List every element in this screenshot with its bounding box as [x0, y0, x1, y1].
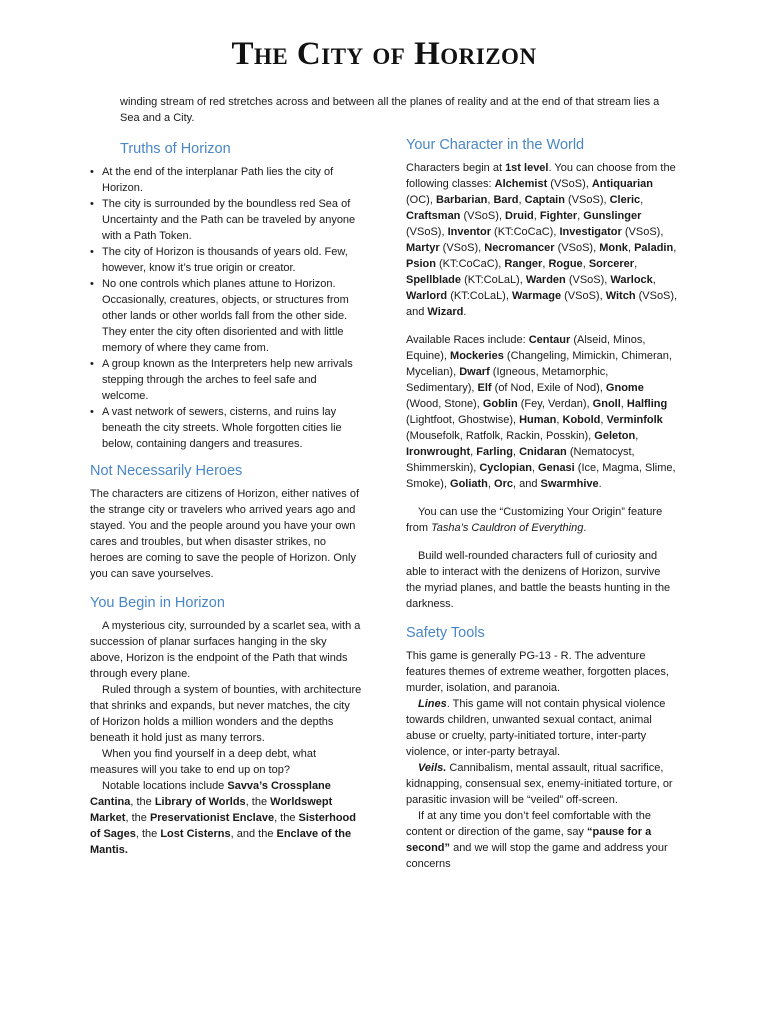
list-item: • No one controls which planes attune to Horizon. Occasionally, creatures, objects, or structures from other lands or other worlds fall from the other side. They enter the city often disoriented and with little memory of where they came from. [90, 276, 362, 356]
bold-term: Goblin [482, 398, 518, 410]
text-run: If at any time you don’t feel comfortable with the content or direction of the game, say [406, 810, 651, 838]
bold-term: Kobold [562, 414, 601, 426]
text-run: (KT:CoLaL), [447, 290, 512, 302]
text-run: , [582, 258, 589, 270]
text-run: . [583, 522, 587, 534]
text-run: Available Races include: [406, 334, 529, 346]
list-item: • The city is surrounded by the boundless red Sea of Uncertainty and the Path can be traveled by anyone with a Path Token. [90, 196, 362, 244]
text-run: , [470, 446, 477, 458]
build-paragraph: Build well-rounded characters full of curiosity and able to interact with the denizens of Horizon, survive the myriad planes, and battle the beasts hunting in the darkness. [406, 550, 671, 610]
bold-term: Sisterhood of Sages [90, 812, 356, 840]
text-run: (Changeling, Mimickin, Chimeran, Mycelian), [406, 350, 672, 378]
text-run: , [487, 194, 494, 206]
lines-label: Lines [418, 698, 447, 710]
bold-term: Mockeries [450, 350, 504, 362]
text-run: (VSoS), [439, 242, 485, 254]
begin-paragraph-1: A mysterious city, surrounded by a scarlet sea, with a succession of planar surfaces hanging in the sky above, Horizon is the endpoint of the Path that winds through every plane. [90, 620, 361, 680]
bold-term: Bard [493, 194, 519, 206]
bold-term: Human [519, 414, 557, 426]
pause-paragraph [406, 808, 678, 872]
begin-paragraph-2: Ruled through a system of bounties, with architecture that shrinks and expands, but never matches, the city of Horizon holds a million wonders and the depths beneath it hold just as many terrors. [90, 684, 362, 744]
bold-term: Lost Cisterns [160, 828, 231, 840]
text-run: (of Nod, Exile of Nod), [491, 382, 606, 394]
text-run: (VSoS), [621, 226, 664, 238]
text-run: , [577, 210, 584, 222]
text-run: , [542, 258, 549, 270]
bold-term: Worldswept Market [90, 796, 333, 824]
text-run: , the [245, 796, 271, 808]
bold-term: Ironwrought [406, 446, 471, 458]
bold-term: Necromancer [484, 242, 555, 254]
text-run: and we will stop the game and address your concerns [406, 842, 668, 870]
text-run: , [635, 430, 639, 442]
list-item: • At the end of the interplanar Path lies the city of Horizon. [90, 164, 362, 196]
right-column [406, 136, 678, 872]
text-run: , [512, 446, 520, 458]
text-run: (KT:CoLaL), [461, 274, 526, 286]
bold-term: Inventor [447, 226, 491, 238]
veils-body: Cannibalism, mental assault, ritual sacrifice, kidnapping, consensual sex, enemy-initiated torture, or parasitic invasion will be “veiled” off-screen. [406, 762, 673, 806]
text-run: , [620, 398, 627, 410]
intro-paragraph: winding stream of red stretches across and between all the planes of reality and at the end of that stream lies a Sea and a City. [120, 96, 660, 124]
text-run: (Nematocyst, Shimmerskin), [406, 446, 635, 474]
bold-term: Sorcerer [588, 258, 635, 270]
text-run: (Lightfoot, Ghostwise), [406, 414, 520, 426]
bold-term: Alchemist [494, 178, 548, 190]
bold-term: Antiquarian [591, 178, 653, 190]
italic-term: Tasha’s Cauldron of Everything [431, 522, 584, 534]
bold-term: Witch [605, 290, 636, 302]
bold-term: Druid [505, 210, 534, 222]
text-run: (Alseid, Minos, Equine), [406, 334, 646, 362]
text-run: (Wood, Stone), [406, 398, 483, 410]
begin-paragraph-3: When you find yourself in a deep debt, what measures will you take to end up on top? [90, 748, 317, 776]
text-run: (OC), [406, 194, 436, 206]
bold-term: Fighter [539, 210, 578, 222]
tasha-paragraph [406, 504, 678, 536]
bold-term: Library of Worlds [154, 796, 246, 808]
text-run: , [556, 414, 563, 426]
page-title: The City of Horizon [231, 36, 537, 72]
text-run: (Fey, Verdan), [517, 398, 593, 410]
bold-term: 1st level [505, 162, 549, 174]
text-run: (VSoS), [547, 178, 592, 190]
bold-term: Rogue [548, 258, 583, 270]
list-item: • The city of Horizon is thousands of years old. Few, however, know it’s true origin or creator. [90, 244, 362, 276]
bold-term: Cyclopian [479, 462, 532, 474]
text-run: , the [274, 812, 299, 824]
text-run: (VSoS), [564, 194, 610, 206]
bold-term: Geleton [594, 430, 636, 442]
bold-term: Orc [494, 478, 513, 490]
text-run: , [531, 462, 539, 474]
text-run: , [600, 414, 607, 426]
lines-body: . This game will not contain physical violence towards children, unwanted sexual contact, animal abuse or cruelty, party-initiated torture, inter-party violence, or inter-party betrayal. [406, 698, 666, 758]
text-run: , [518, 194, 525, 206]
lines-paragraph [406, 696, 678, 760]
bold-term: “pause for a second” [406, 826, 652, 854]
bold-term: Captain [524, 194, 565, 206]
bold-term: Preservationist Enclave [149, 812, 275, 824]
truths-list [90, 164, 362, 452]
text-run: (VSoS), [460, 210, 506, 222]
bold-term: Warden [525, 274, 566, 286]
veils-label: Veils. [418, 762, 447, 774]
races-paragraph [406, 332, 678, 492]
bold-term: Martyr [406, 242, 440, 254]
list-item: • A vast network of sewers, cisterns, and ruins lay beneath the city streets. Whole forgotten cities lie below, containing dangers and treasures. [90, 404, 362, 452]
bold-term: Centaur [528, 334, 571, 346]
text-run: (VSoS), [554, 242, 600, 254]
bold-term: Investigator [559, 226, 622, 238]
text-run: , [634, 258, 638, 270]
bold-term: Swarmhive [540, 478, 599, 490]
truths-heading: Truths of Horizon [120, 141, 231, 157]
text-run: , [640, 194, 644, 206]
bold-term: Elf [477, 382, 492, 394]
classes-paragraph [406, 160, 678, 320]
bold-term: Psion [406, 258, 436, 270]
bold-term: Spellblade [406, 274, 462, 286]
bold-term: Cnidaran [519, 446, 567, 458]
bold-term: Ranger [504, 258, 543, 270]
text-run: , the [125, 812, 150, 824]
bold-term: Wizard [427, 306, 464, 318]
bold-term: Gunslinger [583, 210, 642, 222]
text-run: , the [130, 796, 155, 808]
text-run: (Ice, Magma, Slime, Smoke), [406, 462, 676, 490]
text-run: (VSoS), and [406, 290, 678, 318]
left-column [90, 140, 362, 858]
text-run: (KT:CoCaC), [490, 226, 560, 238]
character-heading: Your Character in the World [406, 137, 585, 153]
bold-term: Farling [476, 446, 513, 458]
text-run: (VSoS), [565, 274, 611, 286]
bold-term: Craftsman [406, 210, 461, 222]
text-run: , and the [230, 828, 277, 840]
bold-term: Warmage [511, 290, 562, 302]
text-run: , [487, 478, 495, 490]
bold-term: Cleric [609, 194, 641, 206]
bold-term: Savva’s Crossplane Cantina [90, 780, 331, 808]
text-run: . [463, 306, 467, 318]
safety-heading: Safety Tools [406, 625, 485, 641]
text-run: . You can choose from the following classes: [406, 162, 676, 190]
text-run: (VSoS), [561, 290, 606, 302]
bold-term: Verminfolk [606, 414, 663, 426]
text-run: (KT:CoCaC), [435, 258, 505, 270]
bold-term: Halfling [626, 398, 668, 410]
veils-paragraph [406, 760, 678, 808]
list-item: • A group known as the Interpreters help new arrivals stepping through the arches to feel safe and welcome. [90, 356, 362, 404]
text-run: . [598, 478, 602, 490]
heroes-heading: Not Necessarily Heroes [90, 463, 243, 479]
bold-term: Gnoll [592, 398, 621, 410]
bold-term: Paladin [634, 242, 674, 254]
bold-term: Genasi [538, 462, 575, 474]
bold-term: Warlord [406, 290, 448, 302]
bold-term: Goliath [450, 478, 488, 490]
text-run: Characters begin at [406, 162, 506, 174]
text-run: , and [513, 478, 541, 490]
bold-term: Monk [599, 242, 628, 254]
text-run: , [652, 274, 656, 286]
text-run: , the [135, 828, 161, 840]
locations-paragraph [90, 778, 362, 858]
text-run: You can use the “Customizing Your Origin” feature from [406, 506, 663, 534]
bold-term: Gnome [605, 382, 644, 394]
heroes-body: The characters are citizens of Horizon, either natives of the strange city or travelers who arrived years ago and stayed. You and the people around you have your own cares and troubles, but when disaster strikes, no heroes are coming to save the people of Horizon. Only you can save yourselves. [90, 488, 360, 580]
text-run: (Igneous, Metamorphic, Sedimentary), [406, 366, 609, 394]
safety-intro: This game is generally PG-13 - R. The adventure features themes of extreme weather, forgotten places, murder, isolation, and paranoia. [406, 650, 669, 694]
bold-term: Enclave of the Mantis. [90, 828, 352, 856]
text-run: (VSoS), [406, 226, 448, 238]
text-run: , [673, 242, 677, 254]
text-run: , [627, 242, 635, 254]
text-run: (Mousefolk, Ratfolk, Rackin, Posskin), [406, 430, 595, 442]
text-run: Notable locations include [102, 780, 228, 792]
bold-term: Barbarian [435, 194, 488, 206]
bold-term: Dwarf [459, 366, 490, 378]
bold-term: Warlock [610, 274, 653, 286]
begin-heading: You Begin in Horizon [90, 595, 225, 611]
text-run: , [533, 210, 540, 222]
